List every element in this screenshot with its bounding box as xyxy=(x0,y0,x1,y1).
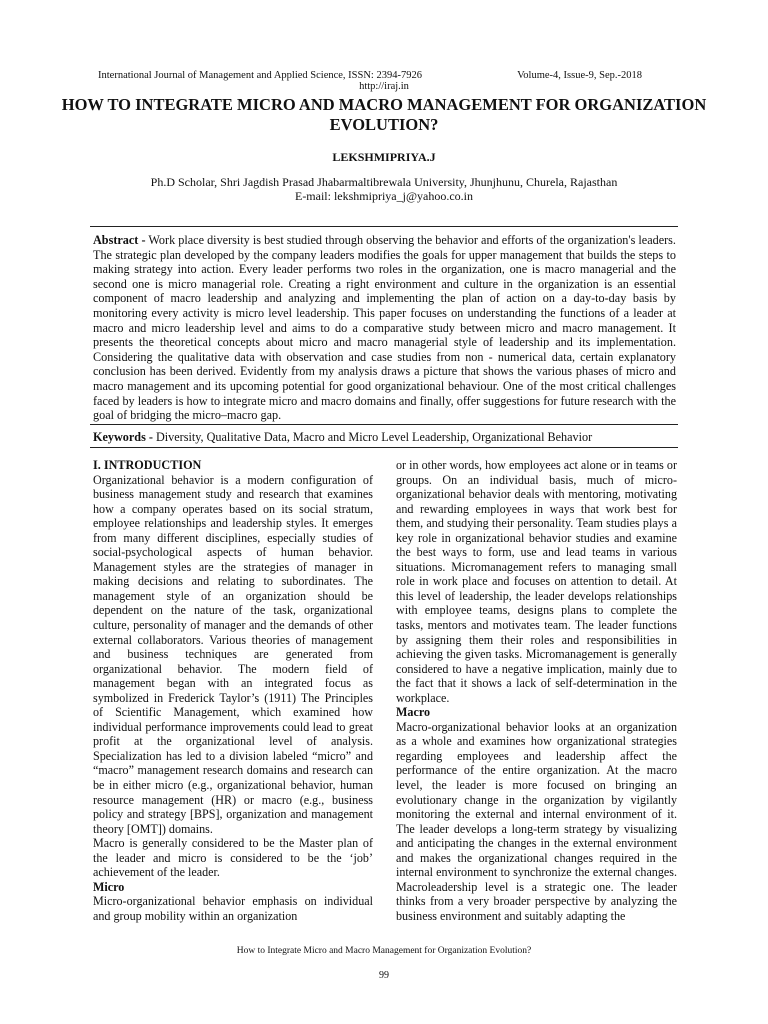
macro-paragraph: Macro-organizational behavior looks at an organization as a whole and examines how organizational strategies regarding employees and leadership affect the performance of the entire organization. At the macro level, the leader is more focused on bringing an evolutionary change in the organization by vigilantly monitoring the external and internal environment of it. The leader develops a long-term strategy by visualizing and anticipating the changes in the external environment and makes the organizational changes required in the internal environment to synchronize the external changes. Macroleadership level is a strategic one. The leader thinks from a very broader perspective by analyzing the business environment and suitably adapting the xyxy=(396,719,677,923)
email-line: E-mail: lekshmipriya_j@yahoo.co.in xyxy=(294,189,473,203)
volume-header: Volume-4, Issue-9, Sep.-2018 xyxy=(517,70,642,81)
journal-url: http://iraj.in xyxy=(359,81,409,92)
abstract-text: Work place diversity is best studied through observing the behavior and efforts of the organization's leaders. The strategic plan developed by the company leaders modifies the goals for upper management that builds the steps to making strategy into action. Every leader performs two roles in the organization, one is macro managerial and the second one is micro managerial role. Creating a right environment and culture in the organization is an essential component of macro leadership and analyzing and implementing the plan of action on a day-to-day basis by monitoring every activity is micro level leadership. This paper focuses on understanding the functions of a leader at macro and micro leadership level and aims to do a comparative study between micro and macro management. It presents the theoretical concepts about micro and macro managerial style of leadership and its implementation. Considering the qualitative data with observation and case studies from non - numerical data, certain explanatory conclusion has been derived. Evidently from my analysis draws a picture that shows the various phases of micro and macro management and its upcoming potential for good organizational behaviour. One of the most critical challenges faced by leaders is how to integrate micro and macro domains and finally, offer suggestions for future research with the goal of bridging the micro–macro gap. xyxy=(93,233,676,423)
micro-paragraph: Micro-organizational behavior emphasis on individual and group mobility within an organization xyxy=(93,894,373,923)
right-column xyxy=(396,458,677,924)
paper-title: HOW TO INTEGRATE MICRO AND MACRO MANAGEMENT FOR ORGANIZATION EVOLUTION? xyxy=(61,95,707,134)
keywords-bottom-rule xyxy=(90,447,678,448)
keywords-text: Diversity, Qualitative Data, Macro and Micro Level Leadership, Organizational Behavior xyxy=(152,430,593,444)
micro-heading: Micro xyxy=(93,879,125,894)
journal-header: International Journal of Management and Applied Science, ISSN: 2394-7926 xyxy=(98,70,422,81)
affiliation-line: Ph.D Scholar, Shri Jagdish Prasad Jhabarmaltibrewala University, Jhunjhunu, Churela, Rajasthan xyxy=(150,175,618,189)
author-name: LEKSHMIPRIYA.J xyxy=(332,150,436,164)
abstract-label: Abstract - xyxy=(93,233,146,247)
page-number: 99 xyxy=(379,970,389,981)
micro-continued-paragraph: or in other words, how employees act alone or in teams or groups. On an individual basis, much of micro-organizational behavior deals with mentoring, motivating and rewarding employees in ways that work best for them, and studying their personality. Team studies plays a key role in organizational behavior studies and examine the best ways to form, use and lead teams in various situations. Micromanagement refers to managing small role in work place and focuses on attention to detail. At this level of leadership, the leader develops relationships with employee teams, designs plans to complete the tasks, mentors and motivates team. The leader functions by assigning them their roles and responsibilities in achieving the given tasks. Micromanagement is generally considered to have a negative implication, mainly due to the fact that it shows a lack of self-determination in the workplace. xyxy=(396,458,677,705)
keywords-top-rule xyxy=(90,424,678,425)
left-column xyxy=(93,458,373,924)
running-footer: How to Integrate Micro and Macro Management for Organization Evolution? xyxy=(236,946,532,956)
intro-paragraph-1: Organizational behavior is a modern configuration of business management study and research that examines how a company operates based on its social stratum, employee relationships and leadership styles. It emerges from many different disciplines, especially studies of social-psychological aspects of human behavior. Management styles are the strategies of manager in making decisions and relating to subordinates. The management style of an organization should be dependent on the nature of the task, organizational culture, personality of manager and the demands of other external collaborators. Various theories of management and business techniques are generated from organizational behavior. The modern field of management began with an integrated focus as symbolized in Frederick Taylor’s (1911) The Principles of Scientific Management, which examined how individual performance improvements could lead to great profit at the organizational level of analysis. Specialization has led to a division labeled “micro” and “macro” management research domains and research can be in either micro (e.g., organizational behavior, human resource management (HR) or macro (e.g., business policy and strategy [BPS], organization and management theory [OMT]) domains. xyxy=(93,472,373,836)
abstract-top-rule xyxy=(90,226,678,227)
keywords-label: Keywords - xyxy=(93,430,153,444)
introduction-heading: I. INTRODUCTION xyxy=(93,458,202,472)
macro-heading: Macro xyxy=(396,705,431,720)
intro-paragraph-2: Macro is generally considered to be the Master plan of the leader and micro is considered to be the ‘job’ achievement of the leader. xyxy=(93,836,373,880)
abstract xyxy=(93,233,676,423)
author-affiliation xyxy=(60,175,708,203)
keywords xyxy=(93,430,676,444)
